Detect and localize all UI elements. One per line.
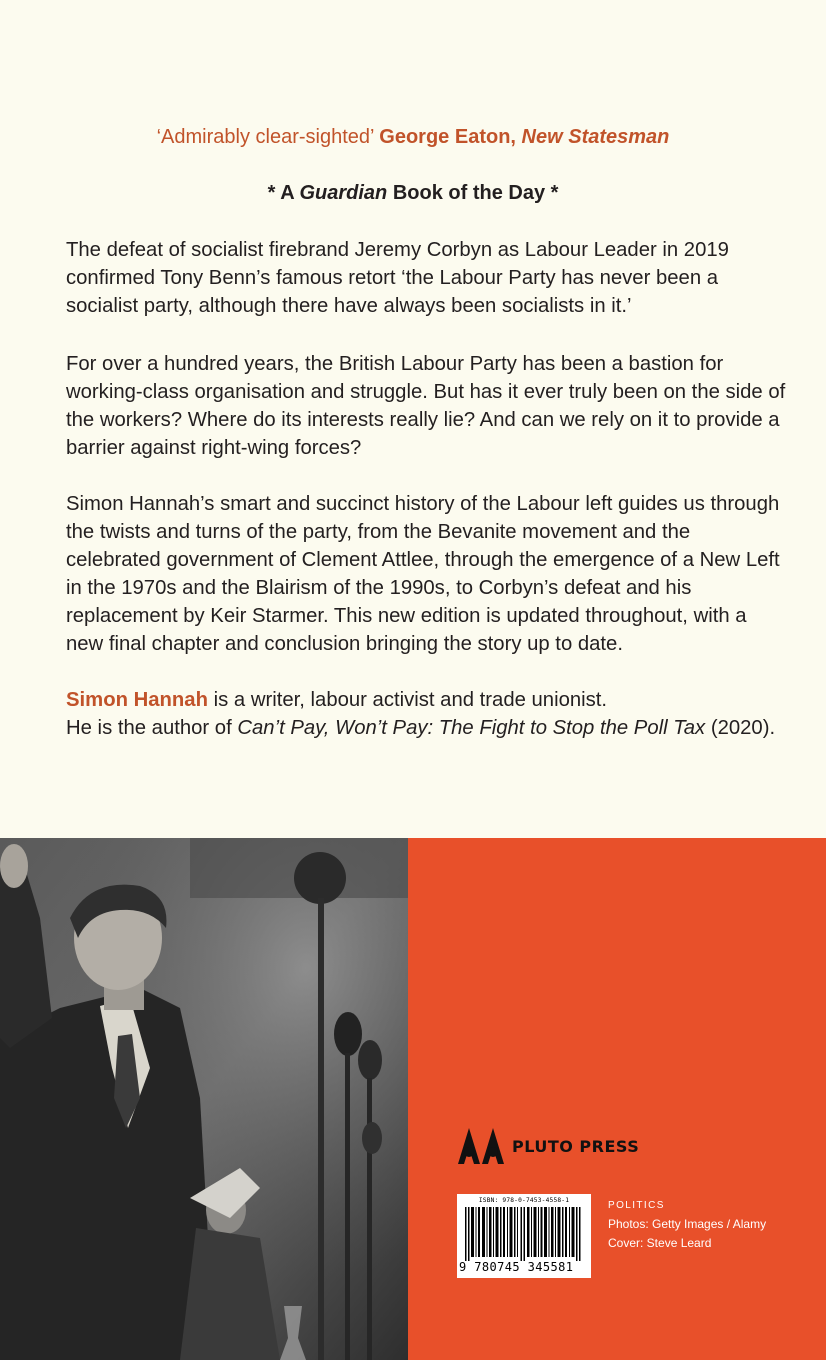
cover-photo [0,838,408,1360]
ean-digits: 9 780745 345581 [459,1260,574,1274]
speaker-photo-illustration [0,838,408,1360]
category-label: POLITICS [608,1200,665,1211]
review-quote [0,126,826,149]
isbn-barcode [457,1194,591,1278]
publication-name: New Statesman [521,126,670,148]
reviewer-name: George Eaton, [379,126,516,148]
author-bio-line1: is a writer, labour activist and trade unionist. [213,689,608,711]
author-book-title: Can’t Pay, Won’t Pay: The Fight to Stop the Poll Tax [237,717,706,739]
author-name: Simon Hannah [66,689,208,711]
blurb-paragraph-1: The defeat of socialist firebrand Jeremy Corbyn as Labour Leader in 2019 confirmed Tony Benn’s famous retort ‘the Labour Party has never been a socialist party, although there have always been socialists in it.’ [66,239,729,317]
publisher-logo [456,1126,639,1166]
author-book-year: (2020). [710,717,776,739]
award-suffix: Book of the Day * [392,182,559,204]
author-bio-line2-prefix: He is the author of [66,717,232,739]
blurb-paragraph-3: Simon Hannah’s smart and succinct history of the Labour left guides us through the twists and turns of the party, from the Bevanite movement and the celebrated government of Clement Attlee, through the emergence of a New Left in the 1970s and the Blairism of the 1990s, to Corbyn’s defeat and his replacement by Keir Starmer. This new edition is updated throughout, with a new final chapter and conclusion bringing the story up to date. [66,493,780,655]
barcode-bars [465,1207,583,1261]
pluto-press-logo-icon [456,1126,506,1166]
cover-credits [608,1196,766,1253]
award-paper: Guardian [299,182,388,204]
award-prefix: * A [267,182,294,204]
photo-credit: Photos: Getty Images / Alamy [608,1217,767,1231]
orange-panel [408,838,826,1360]
author-bio [66,686,786,742]
quote-text: ‘Admirably clear-sighted’ [156,126,374,148]
blurb-paragraph-2: For over a hundred years, the British Labour Party has been a bastion for working-class organisation and struggle. But has it ever truly been on the side of the workers? Where do its interests really lie? And can we rely on it to provide a barrier against right-wing forces? [66,353,786,459]
cover-credit: Cover: Steve Leard [608,1236,712,1250]
publisher-name: PLUTO PRESS [512,1136,640,1156]
award-line [0,182,826,205]
isbn-label: ISBN: 978-0-7453-4558-1 [478,1197,570,1204]
